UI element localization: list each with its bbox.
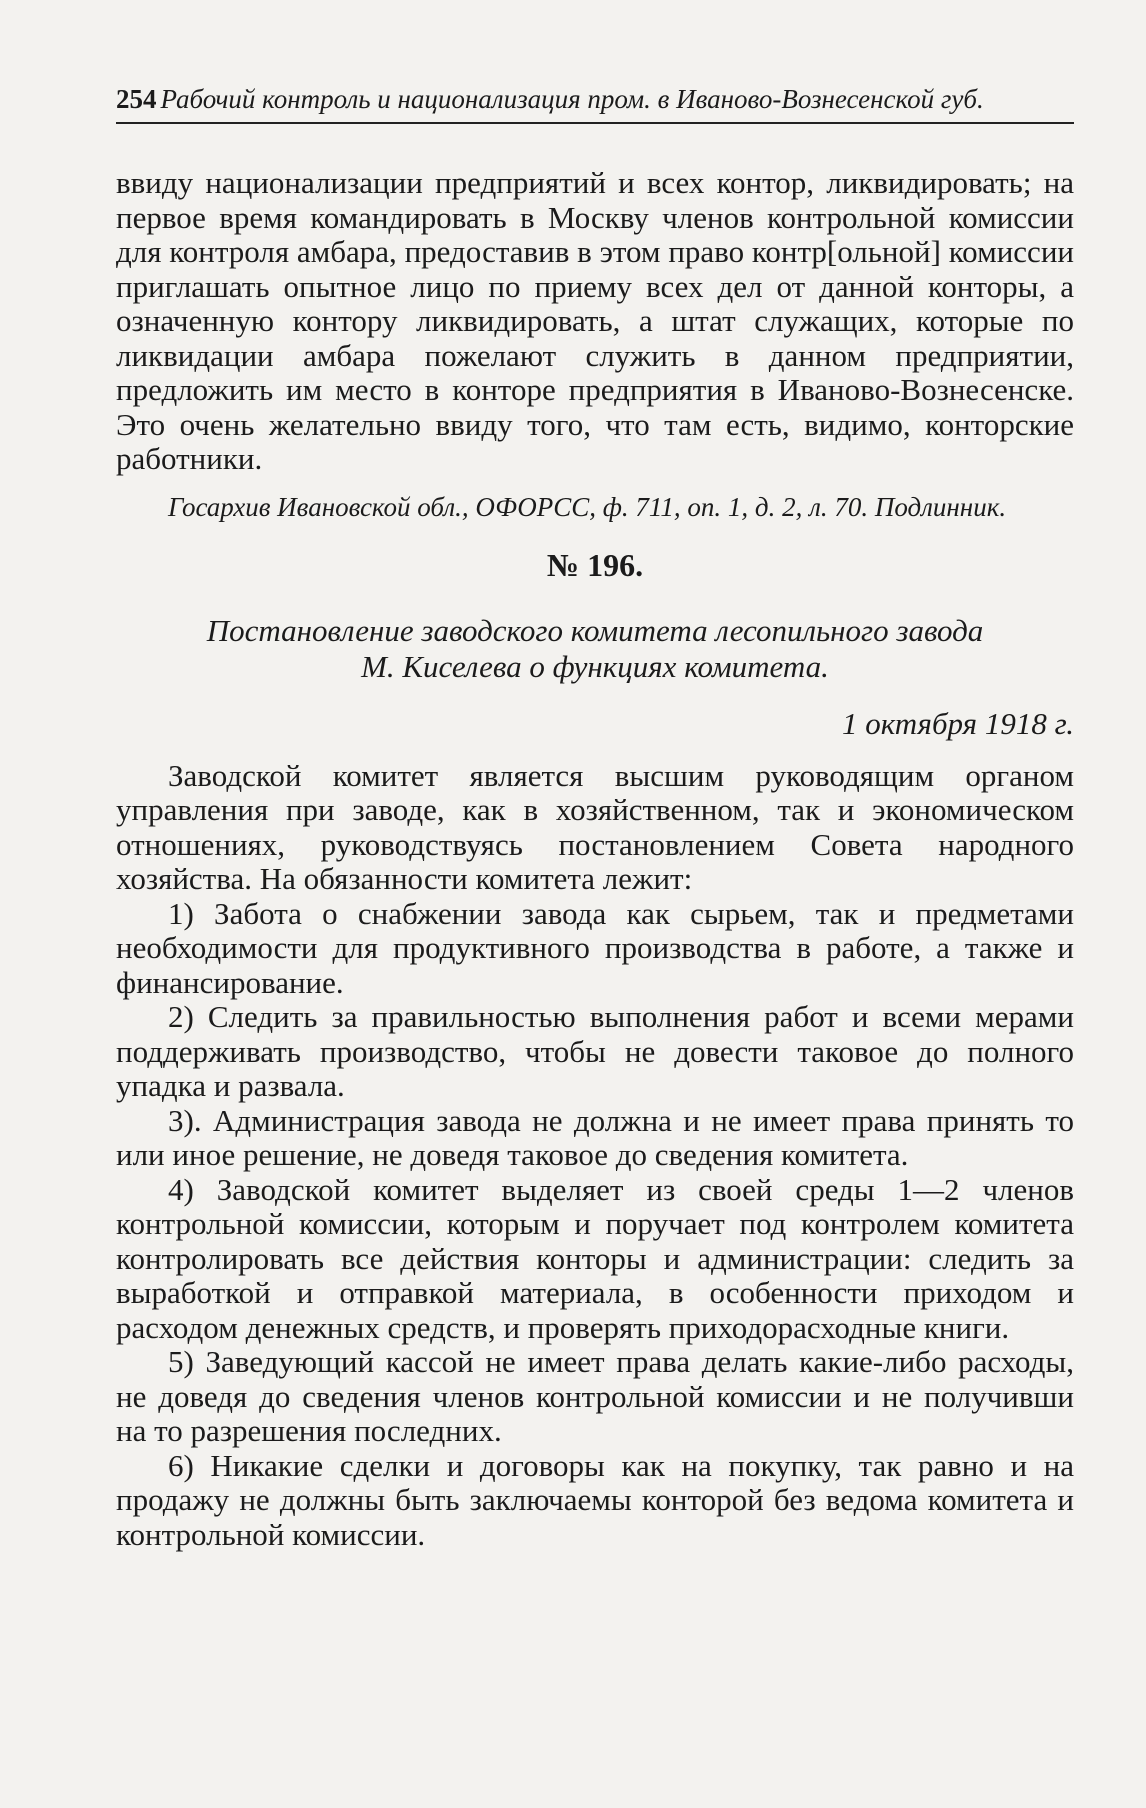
document-title: Постановление заводского комитета лесопильного завода М. Киселева о функциях комитета. bbox=[206, 612, 984, 684]
list-item-6: 6) Никакие сделки и договоры как на покупку, так равно и на продажу не должны быть заключаемы конторой без ведома комитета и контрольной комиссии. bbox=[116, 1447, 1074, 1552]
list-item-5: 5) Заведующий кассой не имеет права делать какие-либо расходы, не доведя до сведения членов контрольной комиссии и не получивши на то разрешения последних. bbox=[116, 1344, 1074, 1448]
list-item-4: 4) Заводской комитет выделяет из своей среды 1—2 членов контрольной комиссии, которым и поручает под контролем комитета контролировать все действия конторы и администрации: следить за выработкой и отправкой материала, в особенности приходом и расходом денежных средств, и проверять приходорасходные книги. bbox=[116, 1171, 1074, 1345]
list-item-2: 2) Следить за правильностью выполнения работ и всеми мерами поддерживать производство, чтобы не довести таковое до полного упадка и развала. bbox=[116, 999, 1074, 1103]
list-item-3: 3). Администрация завода не должна и не имеет права принять то или иное решение, не доведя таковое до сведения комитета. bbox=[116, 1102, 1074, 1172]
document-intro-paragraph: Заводской комитет является высшим руководящим органом управления при заводе, как в хозяйственном, так и экономическом отношениях, руководствуясь постановлением Совета народного хозяйства. На обязанности комитета лежит: bbox=[116, 757, 1074, 896]
document-number: № 196. bbox=[546, 546, 644, 583]
running-header bbox=[116, 82, 1074, 124]
continuation-paragraph: ввиду национализации предприятий и всех контор, ликвидировать; на первое время командировать в Москву членов контрольной комиссии для контроля амбара, предоставив в этом право контр[ольной] комиссии приглашать опытное лицо по приему всех дел от данной конторы, а означенную контору ликвидировать, а штат служащих, которые по ликвидации амбара пожелают служить в данном предприятии, предложить им место в конторе предприятия в Иваново-Вознесенске. Это очень желательно ввиду того, что там есть, видимо, конторские работники. bbox=[116, 165, 1074, 476]
running-title: Рабочий контроль и национализация пром. в Иваново-Вознесенской губ. bbox=[160, 84, 984, 114]
document-date: 1 октября 1918 г. bbox=[841, 705, 1074, 741]
page-body bbox=[116, 166, 1074, 1552]
page-number: 254 bbox=[116, 84, 157, 114]
list-item-1: 1) Забота о снабжении завода как сырьем, так и предметами необходимости для продуктивного производства в работе, а также и финансирование. bbox=[116, 895, 1074, 1000]
archival-source-note: Госархив Ивановской обл., ОФОРСС, ф. 711, оп. 1, д. 2, л. 70. Подлинник. bbox=[168, 491, 1007, 522]
